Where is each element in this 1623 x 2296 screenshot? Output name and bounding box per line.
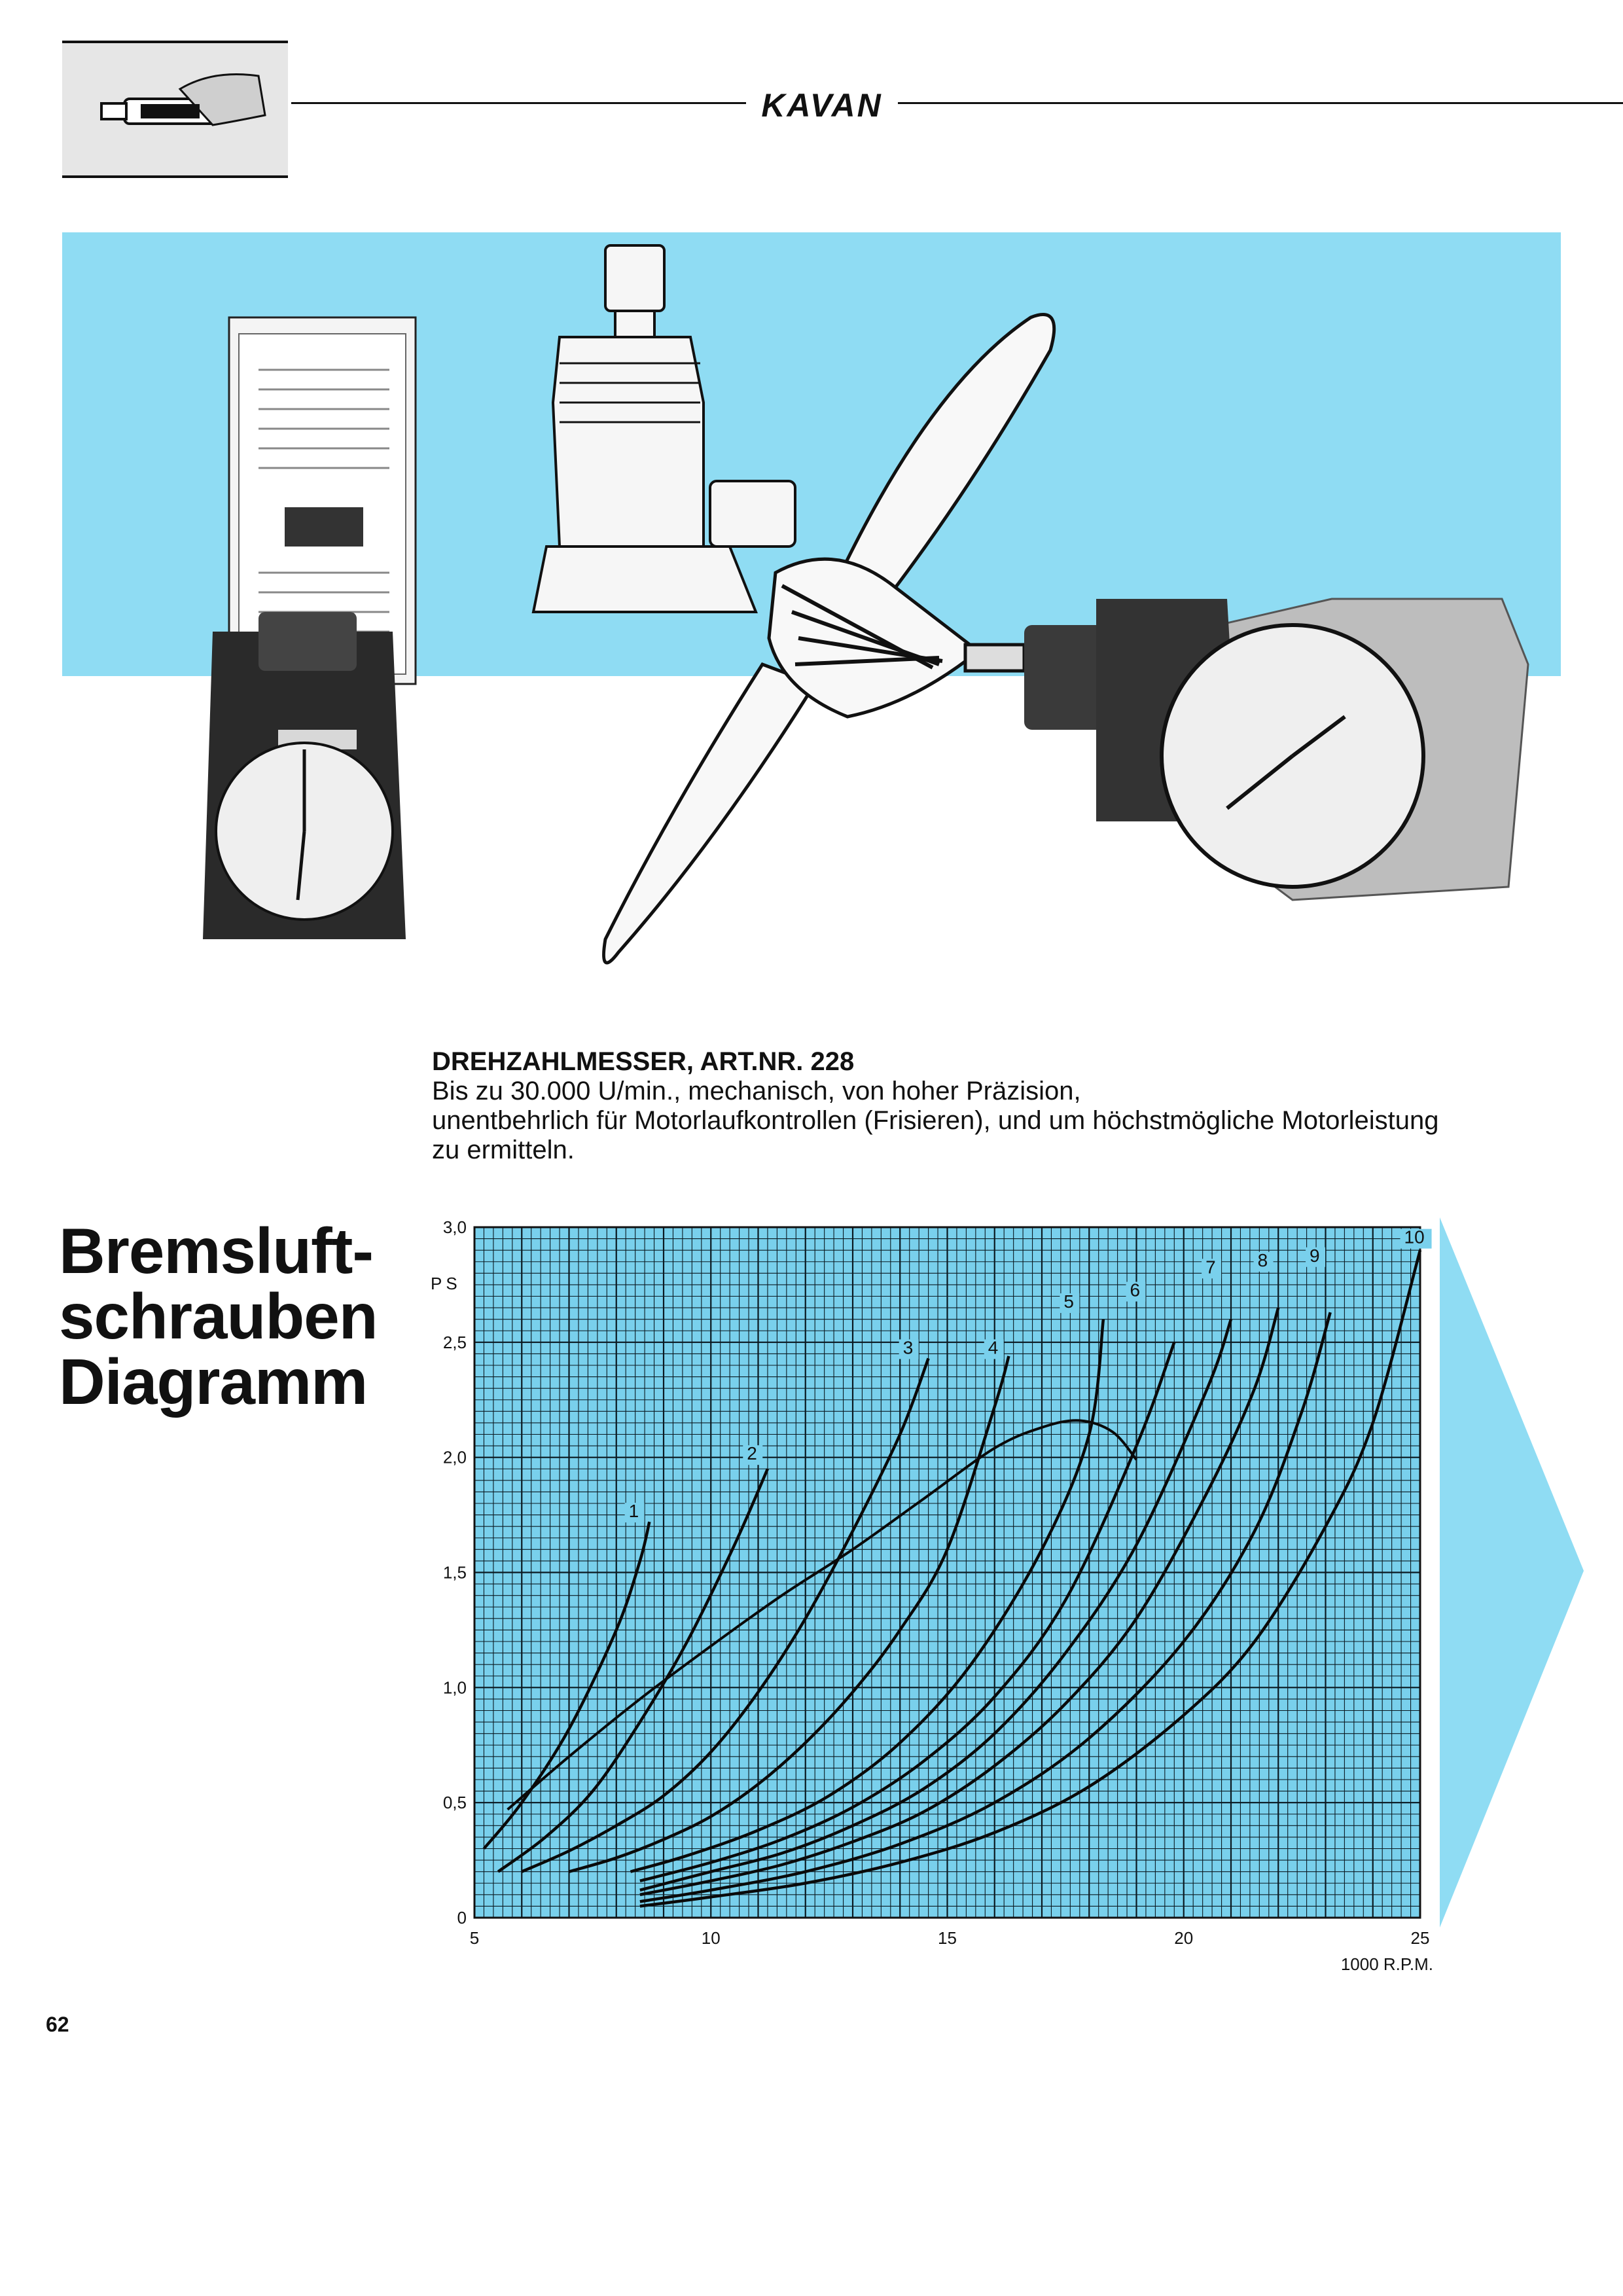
hand-tachometer-icon — [1024, 599, 1528, 900]
brand-logo: KAVAN — [761, 87, 883, 124]
curve-label: 9 — [1310, 1245, 1320, 1266]
curve-label: 6 — [1130, 1280, 1141, 1300]
x-tick-label: 5 — [469, 1928, 480, 1948]
curve-label: 1 — [628, 1501, 639, 1522]
x-tick-label: 25 — [1410, 1928, 1430, 1948]
curve-label: 10 — [1404, 1227, 1425, 1247]
x-tick-label: 15 — [938, 1928, 957, 1948]
y-axis-label: PS — [431, 1273, 461, 1293]
brake-propeller-chart — [419, 1214, 1479, 2003]
curve-label: 7 — [1205, 1257, 1216, 1278]
header-rule-right — [898, 102, 1623, 104]
product-description-line: zu ermitteln. — [432, 1136, 575, 1164]
y-tick-label: 0,5 — [442, 1793, 467, 1813]
section-title-line: schrauben — [59, 1280, 378, 1352]
section-title-line: Diagramm — [59, 1346, 368, 1418]
y-tick-label: 3,0 — [442, 1217, 467, 1237]
tachometer-hand-icon — [62, 43, 288, 175]
curve-label: 8 — [1257, 1249, 1268, 1270]
y-tick-label: 0 — [457, 1908, 467, 1928]
curve-label: 4 — [988, 1337, 999, 1358]
y-tick-label: 2,5 — [442, 1332, 467, 1352]
product-description-line: Bis zu 30.000 U/min., mechanisch, von hoher Präzision, — [432, 1077, 1081, 1105]
curve-label: 3 — [902, 1337, 914, 1358]
section-title-line: Bremsluft- — [59, 1215, 374, 1287]
curve-label: 5 — [1063, 1291, 1074, 1312]
y-tick-label: 1,0 — [442, 1677, 467, 1698]
x-axis-label: 1000 R.P.M. — [1340, 1954, 1433, 1974]
page-number: 62 — [46, 2013, 69, 2036]
curve-label: 2 — [747, 1443, 757, 1464]
tachometer-product-photo — [62, 232, 1561, 985]
header-rule-left — [291, 102, 746, 104]
product-title: DREHZAHLMESSER, ART.NR. 228 — [432, 1047, 855, 1076]
model-engine-icon — [533, 245, 795, 612]
y-tick-label: 1,5 — [442, 1562, 467, 1583]
x-tick-label: 20 — [1174, 1928, 1194, 1948]
x-tick-label: 10 — [701, 1928, 721, 1948]
product-description-line: unentbehrlich für Motorlaufkontrollen (Frisieren), und um höchstmögliche Motorleistung — [432, 1106, 1439, 1135]
tachometer-case-icon — [203, 612, 406, 939]
header-logo-box — [62, 41, 288, 178]
y-tick-label: 2,0 — [442, 1447, 467, 1467]
